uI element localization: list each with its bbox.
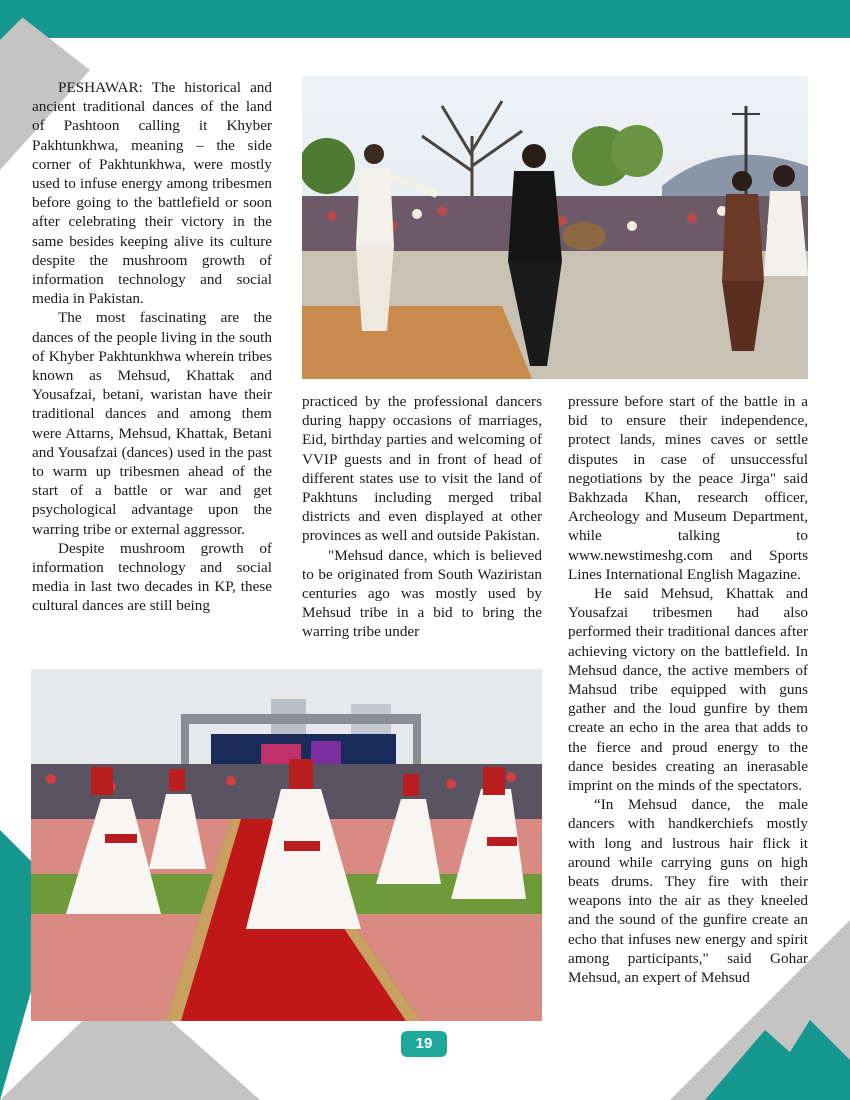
paragraph: pressure before start of the battle in a bid to ensure their independence, protect lands, mines caves or settle disputes in case of unsuccessful negotiations by the peace Jirga" said Bakhzada Khan, research officer, Archeology and Museum Department, while talking to www.newstimeshg.com and Sports Lines International English Magazine. — [568, 393, 808, 583]
article-column-2 — [302, 392, 542, 642]
paragraph: "Mehsud dance, which is believed to be originated from South Waziristan centuries ago was mostly used by Mehsud tribe in a bid to bring the warring tribe under — [302, 546, 542, 641]
top-dance-photo — [302, 76, 808, 379]
article-column-3 — [568, 392, 808, 987]
bottom-dance-photo — [31, 669, 542, 1021]
paragraph: PESHAWAR: The historical and ancient traditional dances of the land of Pashtoon calling it Khyber Pakhtunkhwa, meaning – the side corner of Pakhtunkhwa, were mostly used to infuse energy among tribesmen before going to the battlefield or soon after celebrating their victory in the same besides keeping alive its culture despite the mushroom growth of information technology and social media in Pakistan. — [32, 79, 272, 308]
paragraph: “In Mehsud dance, the male dancers with handkerchiefs mostly with long and lustrous hair flick it around while carrying guns on high beats drums. They fire with their weapons into the air as they kneeled and the sound of the gunfire create an echo that infuses new energy and spirit among participants," said Gohar Mehsud, an expert of Mehsud — [568, 796, 808, 987]
paragraph: Despite mushroom growth of information technology and social media in last two decades in KP, these cultural dances are still being — [32, 539, 272, 615]
paragraph: The most fascinating are the dances of the people living in the south of Khyber Pakhtunkhwa wherein tribes known as Mehsud, Khattak and Yousafzai, betani, waristan have their traditional dances and among them were Attarns, Mehsud, Khattak, Betani and Yousafzai (dances) used in the past to warm up tribesmen ahead of the start of a battle or war and get psychological advantage upon the warring tribe or external aggressor. — [32, 309, 272, 538]
page-number-badge: 19 — [401, 1031, 447, 1057]
paragraph: practiced by the professional dancers during happy occasions of marriages, Eid, birthday parties and welcoming of VVIP guests and in front of head of different states use to visit the land of Pakhtuns including merged tribal districts and even displayed at other provinces as well and outside Pakistan. — [302, 393, 542, 545]
article-column-1 — [32, 78, 272, 616]
paragraph: He said Mehsud, Khattak and Yousafzai tribesmen had also performed their traditional dances after achieving victory on the battlefield. In Mehsud dance, the active members of Mahsud tribe equipped with guns gather and the loud gunfire by them create an echo in the area that adds to the fierce and proud energy to the dance besides creating an inerasable imprint on the minds of the spectators. — [568, 585, 808, 795]
top-header-bar — [0, 0, 850, 38]
